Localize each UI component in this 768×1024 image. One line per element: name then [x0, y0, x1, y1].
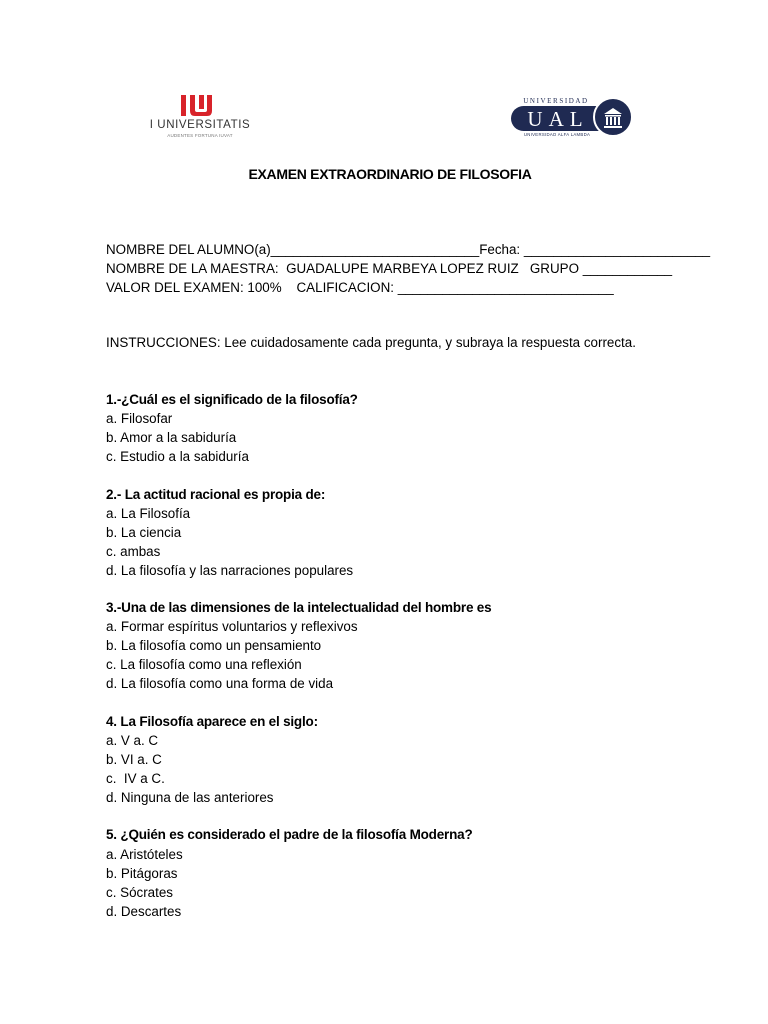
question-3-option-c[interactable]: c. La filosofía como una reflexión	[106, 657, 302, 672]
ual-logo-subtitle: UNIVERSIDAD ALFA LAMBDA	[523, 132, 591, 137]
question-1-option-c[interactable]: c. Estudio a la sabiduría	[106, 449, 249, 464]
student-name-line: NOMBRE DEL ALUMNO(a)____________________________Fecha: _________________________	[106, 242, 711, 257]
question-3-option-b[interactable]: b. La filosofía como un pensamiento	[106, 638, 322, 653]
question-3-option-a[interactable]: a. Formar espíritus voluntarios y reflexivos	[106, 619, 358, 634]
question-2-option-c[interactable]: c. ambas	[106, 544, 161, 559]
question-2: 2.- La actitud racional es propia de:	[106, 487, 326, 502]
question-5-option-d[interactable]: d. Descartes	[106, 904, 182, 919]
iu-logo	[144, 94, 256, 142]
question-5-option-a[interactable]: a. Aristóteles	[106, 847, 183, 862]
question-1-option-a[interactable]: a. Filosofar	[106, 411, 173, 426]
question-1-option-b[interactable]: b. Amor a la sabiduría	[106, 430, 237, 445]
question-2-option-d[interactable]: d. La filosofía y las narraciones populares	[106, 563, 354, 578]
question-4-option-c[interactable]: c. IV a C.	[106, 771, 165, 786]
question-4-option-d[interactable]: d. Ninguna de las anteriores	[106, 790, 274, 805]
question-3-option-d[interactable]: d. La filosofía como una forma de vida	[106, 676, 334, 691]
exam-title: EXAMEN EXTRAORDINARIO DE FILOSOFIA	[248, 166, 532, 182]
question-5: 5. ¿Quién es considerado el padre de la filosofía Moderna?	[106, 827, 473, 842]
question-2-option-a[interactable]: a. La Filosofía	[106, 506, 191, 521]
exam-value-line: VALOR DEL EXAMEN: 100% CALIFICACION: _____________________________	[106, 280, 614, 295]
instructions: INSTRUCCIONES: Lee cuidadosamente cada pregunta, y subraya la respuesta correcta.	[106, 335, 636, 350]
question-4: 4. La Filosofía aparece en el siglo:	[106, 714, 318, 729]
ual-logo-building-icon	[593, 97, 633, 137]
ual-logo-top-word: UNIVERSIDAD	[523, 97, 589, 105]
question-4-option-b[interactable]: b. VI a. C	[106, 752, 162, 767]
iu-logo-mark	[180, 94, 222, 118]
teacher-name-line: NOMBRE DE LA MAESTRA: GUADALUPE MARBEYA LOPEZ RUIZ GRUPO ____________	[106, 261, 673, 276]
question-2-option-b[interactable]: b. La ciencia	[106, 525, 182, 540]
iu-logo-name: I UNIVERSITATIS	[149, 119, 251, 131]
question-5-option-c[interactable]: c. Sócrates	[106, 885, 173, 900]
ual-logo-letters: UAL	[527, 107, 589, 131]
question-1: 1.-¿Cuál es el significado de la filosofía?	[106, 392, 358, 407]
ual-logo	[509, 97, 633, 143]
question-3: 3.-Una de las dimensiones de la intelectualidad del hombre es	[106, 600, 492, 615]
question-4-option-a[interactable]: a. V a. C	[106, 733, 159, 748]
ual-logo-banner	[511, 106, 603, 131]
question-5-option-b[interactable]: b. Pitágoras	[106, 866, 178, 881]
iu-logo-motto: AUDENTES FORTUNA IUVAT	[167, 133, 233, 138]
